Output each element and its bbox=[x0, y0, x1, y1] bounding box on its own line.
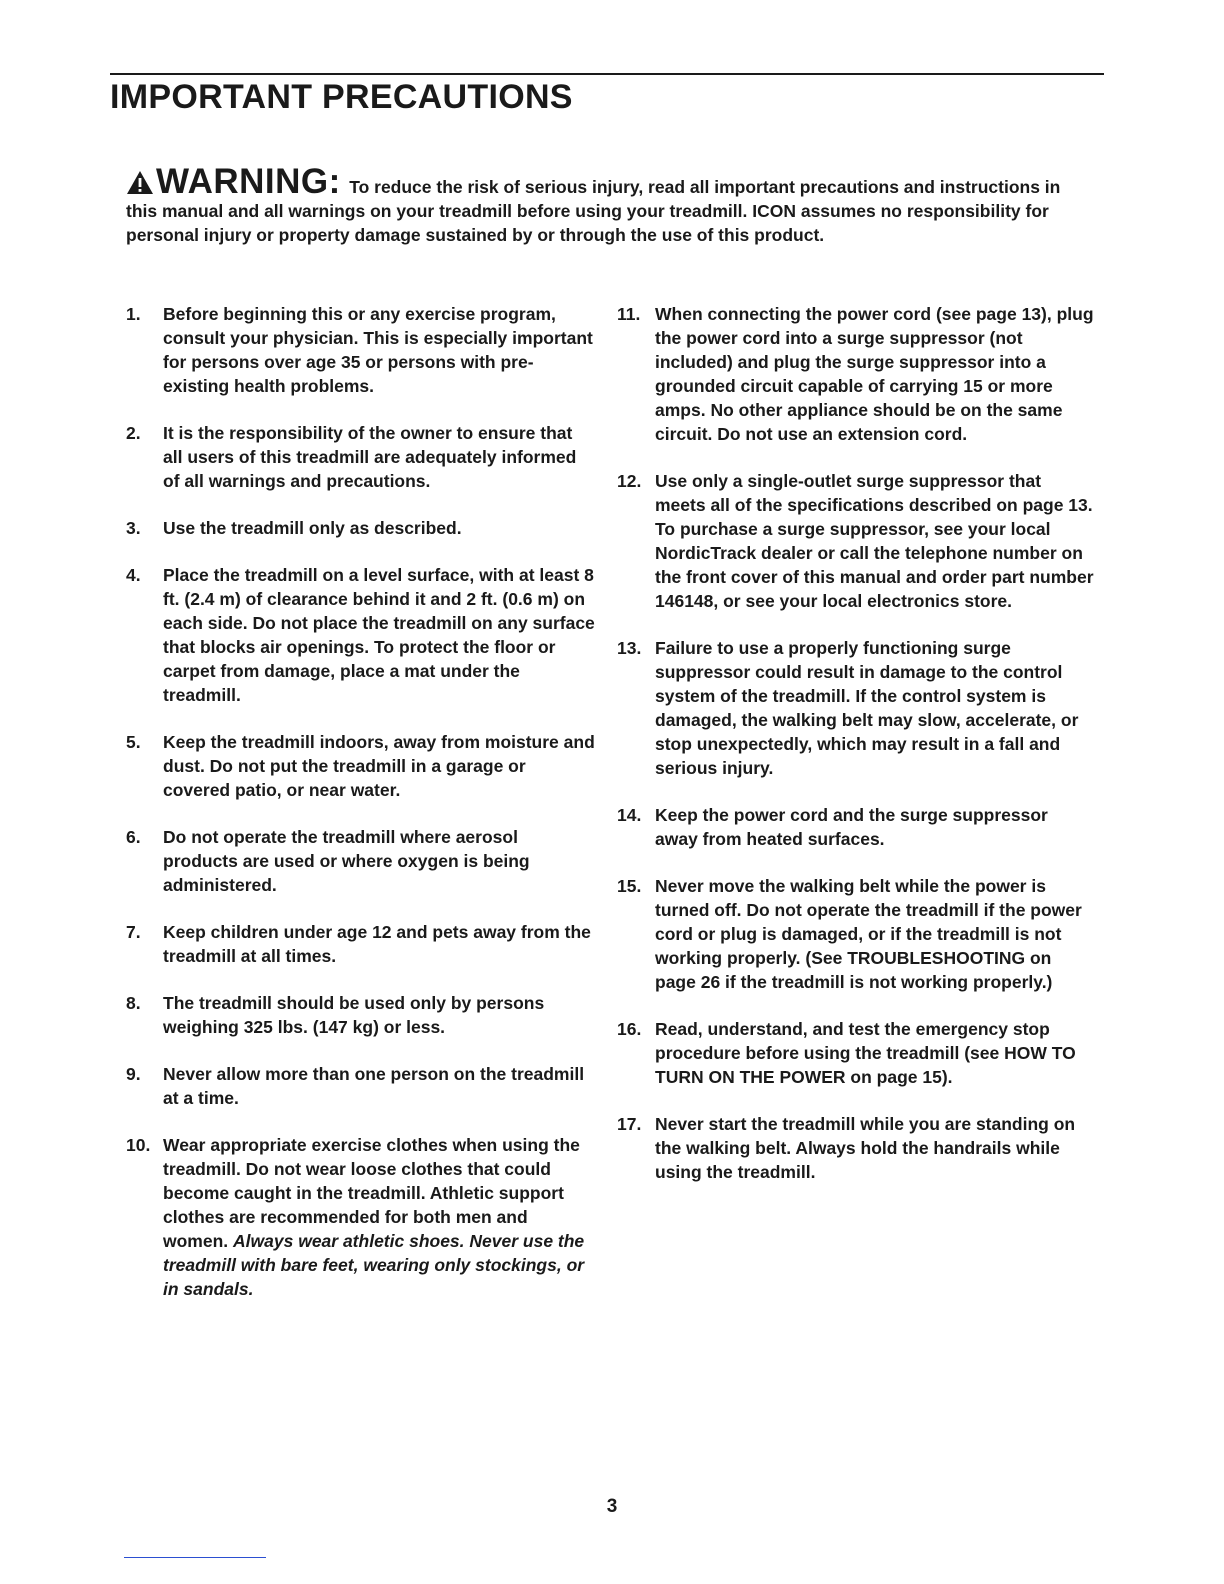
precaution-text: Keep the treadmill indoors, away from moisture and dust. Do not put the treadmill in a garage or covered patio, or near water. bbox=[163, 732, 595, 800]
precaution-item bbox=[126, 730, 596, 802]
page-title: IMPORTANT PRECAUTIONS bbox=[110, 78, 573, 116]
precaution-item bbox=[126, 825, 596, 897]
precaution-text-wrapper bbox=[163, 1133, 596, 1301]
precaution-text: Before beginning this or any exercise program, consult your physician. This is especially important for persons over age 35 or persons with pre-existing health problems. bbox=[163, 304, 593, 396]
precaution-number: 8. bbox=[126, 993, 141, 1013]
warning-triangle-icon bbox=[126, 170, 154, 195]
precaution-number: 17. bbox=[617, 1114, 642, 1134]
precaution-number: 7. bbox=[126, 922, 141, 942]
precaution-number: 12. bbox=[617, 471, 642, 491]
warning-heading: WARNING bbox=[156, 162, 329, 201]
precaution-item bbox=[126, 563, 596, 707]
precaution-item bbox=[617, 1017, 1095, 1089]
precaution-text: Never move the walking belt while the power is turned off. Do not operate the treadmill if the power cord or plug is damaged, or if the treadmill is not working properly. (See TROUBLESHOOTING on page 26 if the treadmill is not working properly.) bbox=[655, 876, 1082, 992]
precautions-left-column bbox=[126, 302, 596, 1324]
precaution-text: Never start the treadmill while you are standing on the walking belt. Always hold the handrails while using the treadmill. bbox=[655, 1114, 1076, 1182]
page-number: 3 bbox=[606, 1496, 618, 1517]
precaution-item bbox=[617, 469, 1095, 613]
precaution-text: Use the treadmill only as described. bbox=[163, 518, 462, 538]
precaution-text: Failure to use a properly functioning surge suppressor could result in damage to the control system of the treadmill. If the control system is damaged, the walking belt may slow, accelerate, or stop unexpectedly, which may result in a fall and serious injury. bbox=[655, 638, 1079, 778]
precaution-item bbox=[617, 874, 1095, 994]
precaution-item bbox=[126, 302, 596, 398]
precaution-number: 9. bbox=[126, 1064, 141, 1084]
precaution-number: 14. bbox=[617, 805, 642, 825]
precaution-item bbox=[126, 421, 596, 493]
precaution-text: Keep the power cord and the surge suppressor away from heated surfaces. bbox=[655, 805, 1048, 849]
precaution-emphasis-text: Always wear athletic shoes. Never use the treadmill with bare feet, wearing only stockings, or in sandals. bbox=[163, 1231, 585, 1299]
warning-colon: : bbox=[328, 162, 341, 201]
footer-rule bbox=[124, 1557, 266, 1558]
precaution-number: 11. bbox=[617, 304, 641, 324]
precaution-item bbox=[617, 803, 1095, 851]
warning-text: To reduce the risk of serious injury, read all important precautions and instructions in this manual and all warnings on your treadmill before using your treadmill. ICON assumes no responsibility for personal injury or property damage sustained by or through the use of this product. bbox=[126, 177, 1061, 245]
precaution-item bbox=[126, 920, 596, 968]
precaution-number: 1. bbox=[126, 304, 141, 324]
precaution-text: Wear appropriate exercise clothes when using the treadmill. Do not wear loose clothes that could become caught in the treadmill. Athletic support clothes are recommended for both men and women. bbox=[163, 1135, 580, 1251]
precaution-number: 4. bbox=[126, 565, 141, 585]
precaution-number: 16. bbox=[617, 1019, 642, 1039]
precaution-text: Read, understand, and test the emergency stop procedure before using the treadmill (see HOW TO TURN ON THE POWER on page 15). bbox=[655, 1019, 1076, 1087]
precaution-number: 10. bbox=[126, 1135, 151, 1155]
precaution-text: Keep children under age 12 and pets away from the treadmill at all times. bbox=[163, 922, 591, 966]
precaution-text: When connecting the power cord (see page 13), plug the power cord into a surge suppressor (not included) and plug the surge suppressor into a grounded circuit capable of carrying 15 or more amps. No other appliance should be on the same circuit. Do not use an extension cord. bbox=[655, 304, 1094, 444]
precaution-text: Never allow more than one person on the treadmill at a time. bbox=[163, 1064, 585, 1108]
precaution-text: Place the treadmill on a level surface, with at least 8 ft. (2.4 m) of clearance behind it and 2 ft. (0.6 m) on each side. Do not place the treadmill on any surface that blocks air openings. To protect the floor or carpet from damage, place a mat under the treadmill. bbox=[163, 565, 595, 705]
title-rule bbox=[110, 73, 1104, 75]
precaution-text: Use only a single-outlet surge suppressor that meets all of the specifications described on page 13. To purchase a surge suppressor, see your local NordicTrack dealer or call the telephone number on the front cover of this manual and order part number 146148, or see your local electronics store. bbox=[655, 471, 1094, 611]
precaution-text: Do not operate the treadmill where aerosol products are used or where oxygen is being administered. bbox=[163, 827, 530, 895]
precaution-text: The treadmill should be used only by persons weighing 325 lbs. (147 kg) or less. bbox=[163, 993, 545, 1037]
precaution-item bbox=[617, 1112, 1095, 1184]
precaution-number: 6. bbox=[126, 827, 141, 847]
precaution-item bbox=[126, 991, 596, 1039]
precaution-item bbox=[126, 1133, 596, 1301]
precautions-right-column bbox=[617, 302, 1095, 1207]
warning-block bbox=[126, 162, 1071, 247]
precaution-item bbox=[126, 1062, 596, 1110]
precaution-item bbox=[126, 516, 596, 540]
precaution-number: 2. bbox=[126, 423, 141, 443]
precaution-number: 3. bbox=[126, 518, 141, 538]
precaution-item bbox=[617, 636, 1095, 780]
precaution-text: It is the responsibility of the owner to ensure that all users of this treadmill are adequately informed of all warnings and precautions. bbox=[163, 423, 577, 491]
precaution-item bbox=[617, 302, 1095, 446]
precaution-number: 5. bbox=[126, 732, 141, 752]
precaution-number: 15. bbox=[617, 876, 642, 896]
precaution-number: 13. bbox=[617, 638, 642, 658]
